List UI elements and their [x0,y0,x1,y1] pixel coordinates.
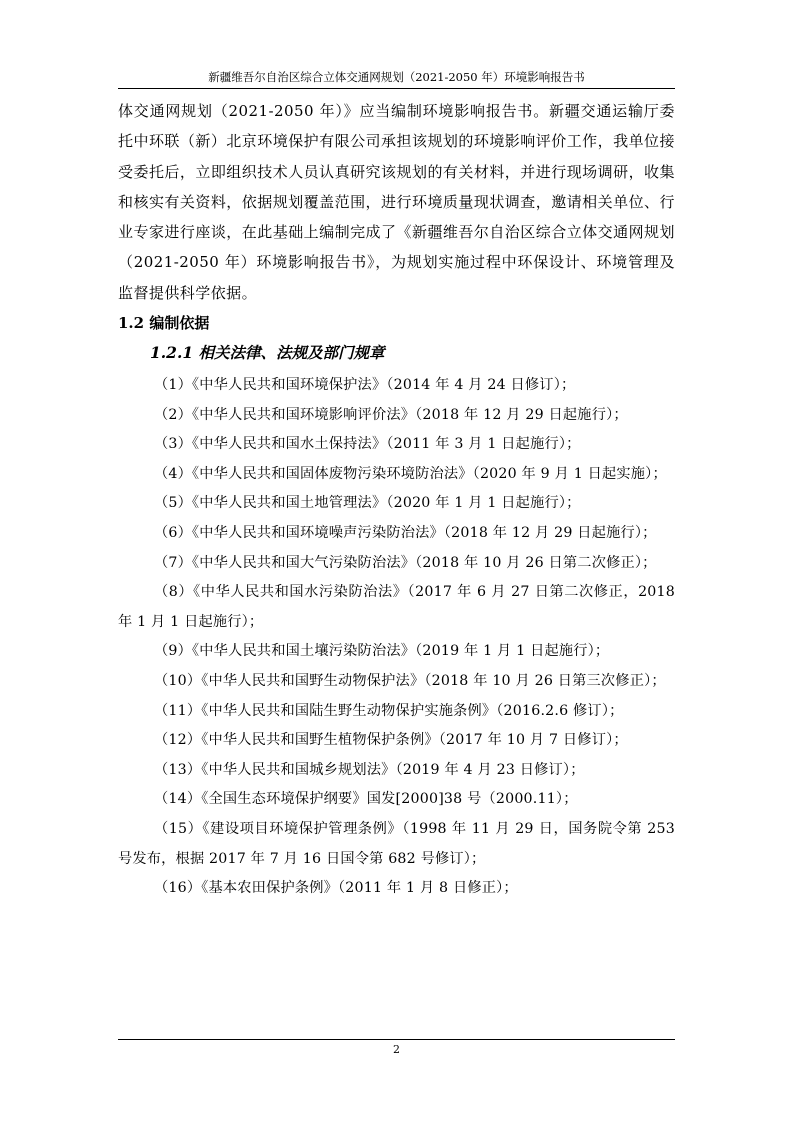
list-item: （12）《中华人民共和国野生植物保护条例》（2017 年 10 月 7 日修订）； [154,732,628,749]
list-item: （13）《中华人民共和国城乡规划法》（2019 年 4 月 23 日修订）； [154,761,585,778]
list-item: （6）《中华人民共和国环境噪声污染防治法》（2018 年 12 月 29 日起施行）； [154,525,657,542]
footer-divider [118,1039,675,1040]
list-item: （2）《中华人民共和国环境影响评价法》（2018 年 12 月 29 日起施行）； [154,406,628,423]
subsection-heading: 1.2.1 相关法律、法规及部门规章 [150,343,385,363]
list-item: （8）《中华人民共和国水污染防治法》（2017 年 6 月 27 日第二次修正，2018 年 1 月 1 日起施行）； [118,584,675,630]
list-item: （1）《中华人民共和国环境保护法》（2014 年 4 月 24 日修订）； [154,377,576,394]
list-item: （4）《中华人民共和国固体废物污染环境防治法》（2020 年 9 月 1 日起实施）； [154,465,667,482]
running-header: 新疆维吾尔自治区综合立体交通网规划（2021-2050 年）环境影响报告书 [118,66,675,89]
list-item: （15）《建设项目环境保护管理条例》（1998 年 11 月 29 日，国务院令第 253 号发布，根据 2017 年 7 月 16 日国令第 682 号修订）； [118,820,675,867]
list-item: （5）《中华人民共和国土地管理法》（2020 年 1 月 1 日起施行）； [154,495,581,512]
page-number: 2 [393,1043,400,1056]
document-body [118,96,675,904]
list-item: （7）《中华人民共和国大气污染防治法》（2018 年 10 月 26 日第二次修正）； [154,554,657,571]
list-item: （11）《中华人民共和国陆生野生动物保护实施条例》（2016.2.6 修订）； [154,702,624,719]
list-item: （3）《中华人民共和国水土保持法》（2011 年 3 月 1 日起施行）； [154,436,581,453]
intro-paragraph: 体交通网规划（2021-2050 年）》应当编制环境影响报告书。新疆交通运输厅委托中环联（新）北京环境保护有限公司承担该规划的环境影响评价工作，我单位接受委托后，立即组织技术人员认真研究该规划的有关材料，并进行现场调研，收集和核实有关资料，依据规划覆盖范围，进行环境质量现状调查，邀请相关单位、行业专家进行座谈，在此基础上编制完成了《新疆维吾尔自治区综合立体交通网规划（2021-2050 年）环境影响报告书》，为规划实施过程中环保设计、环境管理及监督提供科学依据。 [118,102,675,302]
regulation-list [118,371,675,904]
list-item: （16）《基本农田保护条例》（2011 年 1 月 8 日修正）； [154,880,518,897]
section-heading: 1.2 编制依据 [118,314,210,333]
list-item: （9）《中华人民共和国土壤污染防治法》（2019 年 1 月 1 日起施行）； [154,643,610,660]
list-item: （14）《全国生态环境保护纲要》国发[2000]38 号（2000.11）； [154,791,578,808]
list-item: （10）《中华人民共和国野生动物保护法》（2018 年 10 月 26 日第三次修正）； [154,673,666,690]
